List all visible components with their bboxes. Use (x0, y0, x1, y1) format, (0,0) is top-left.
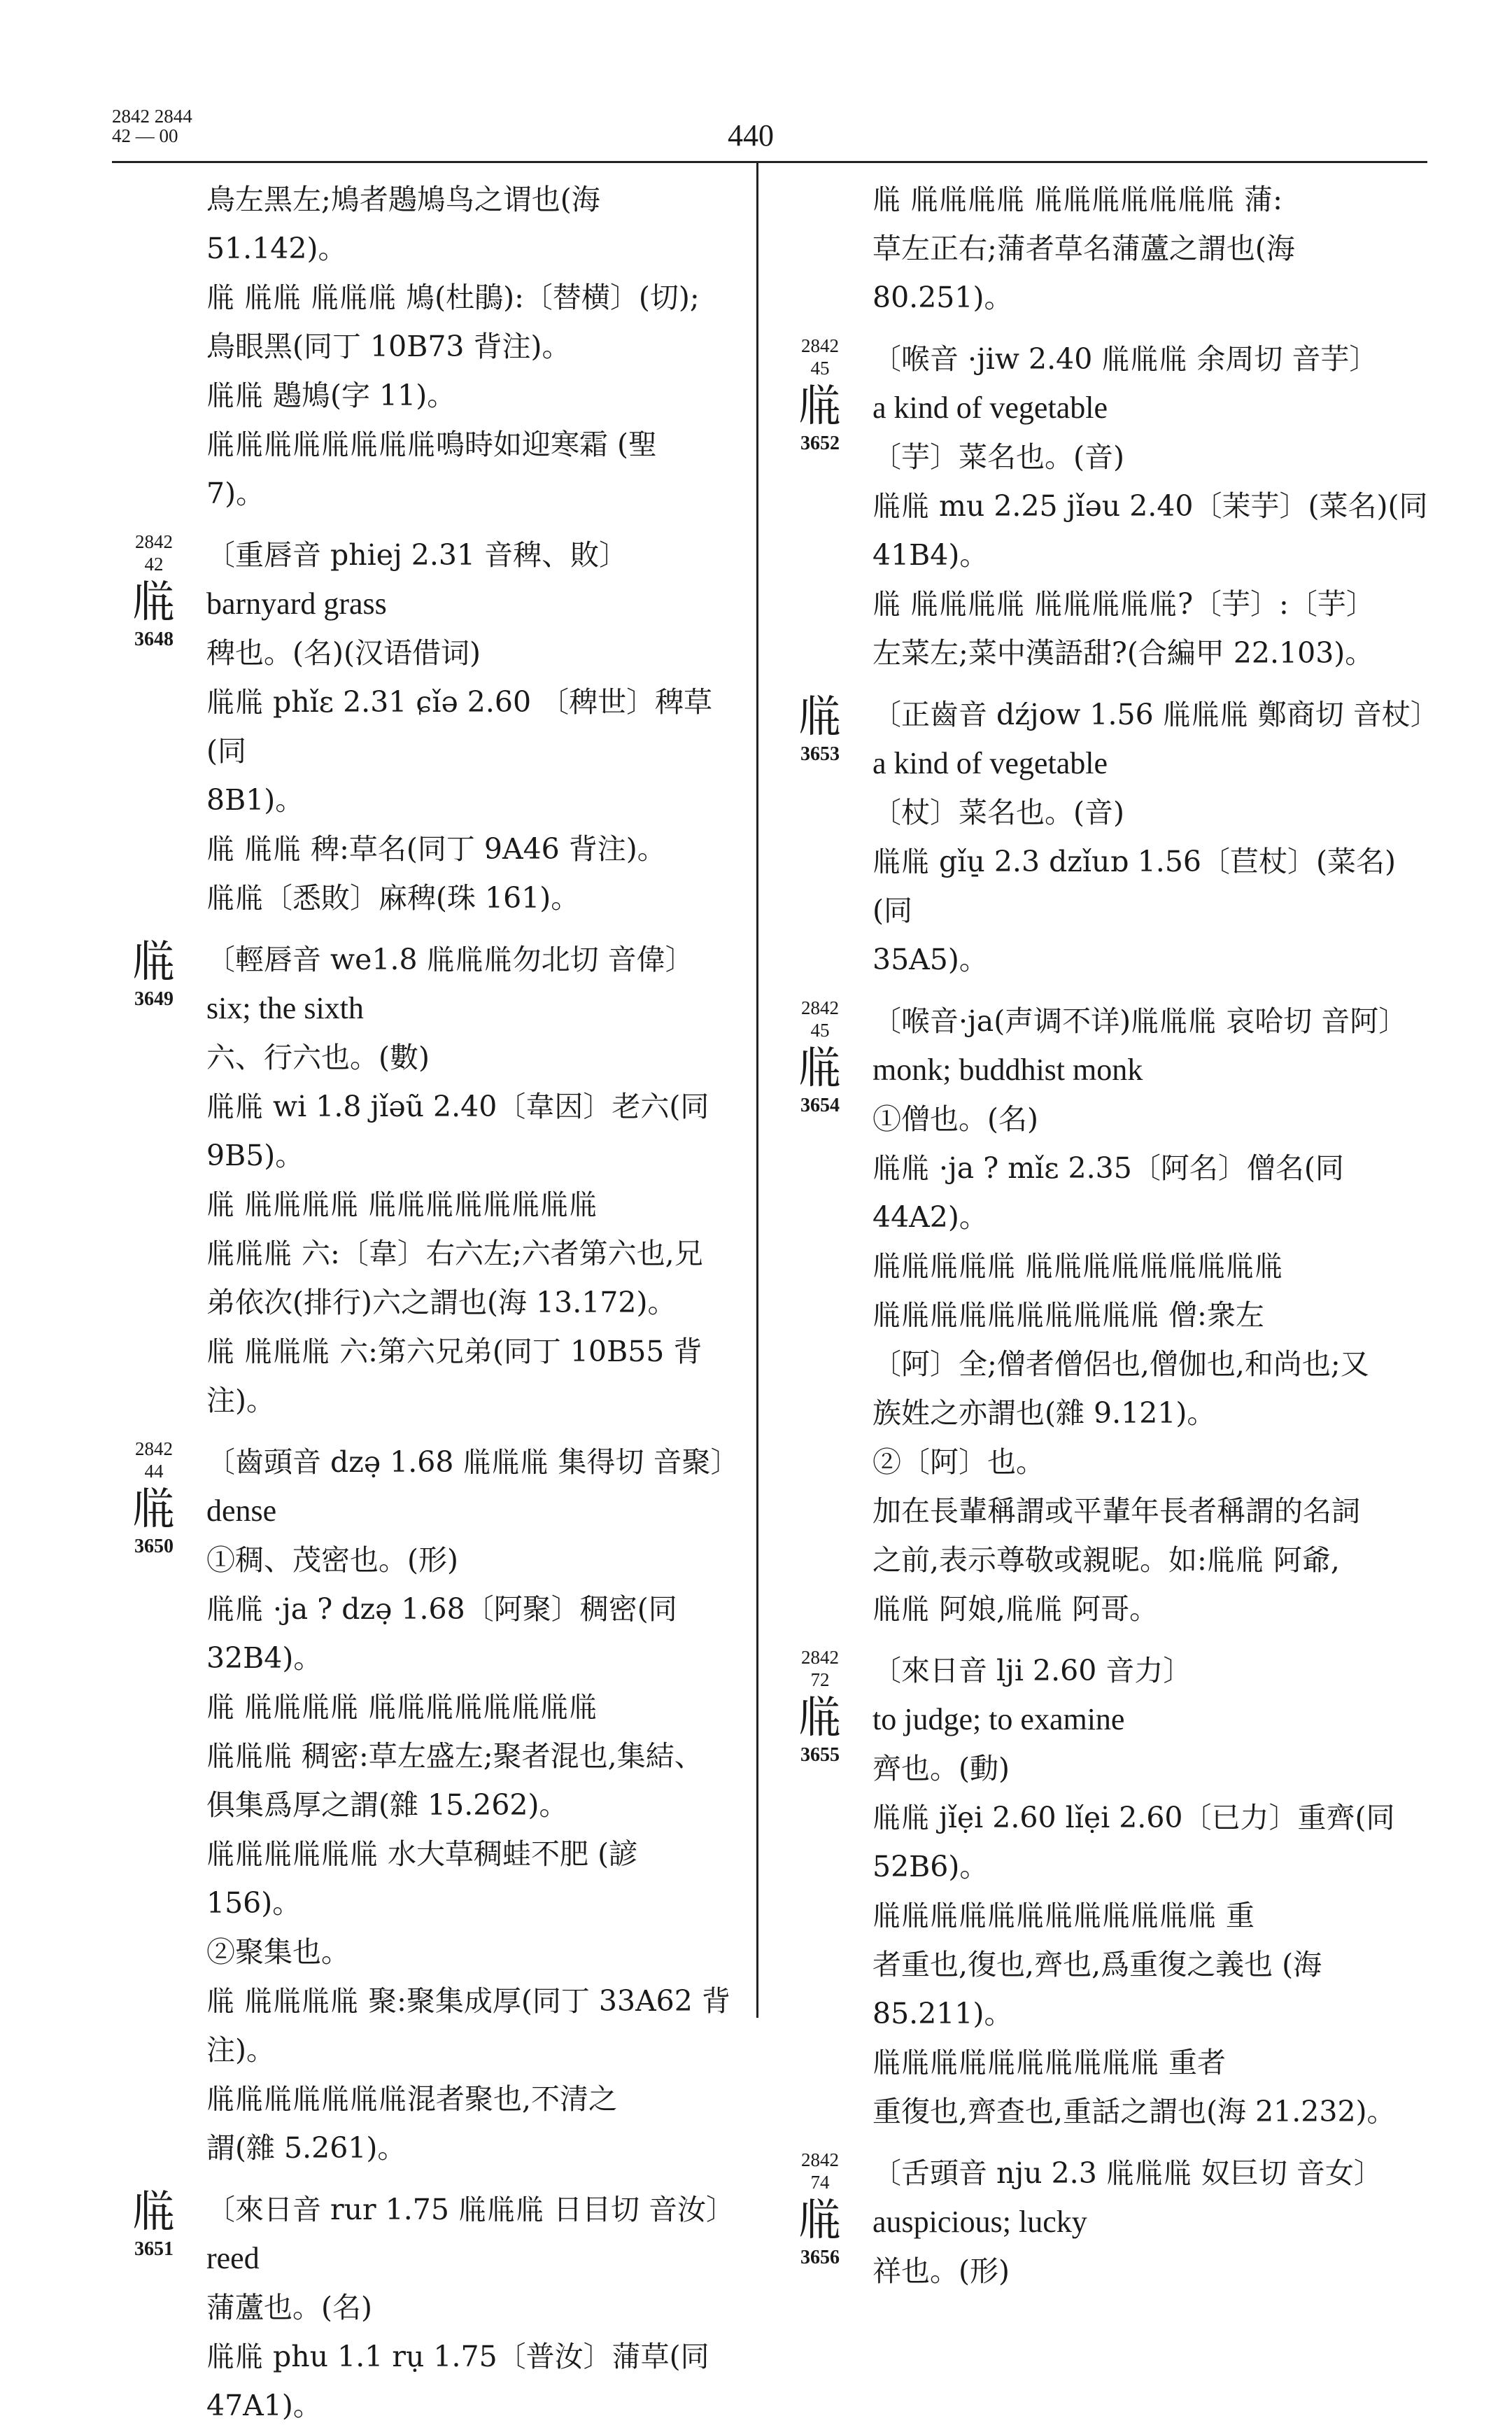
entry-line: 〔喉音 ·jiw 2.40 𗄼𗄼𗄼 余周切 音芋〕 (872, 342, 1378, 376)
entry-number: 3648 (134, 628, 174, 650)
entry-line: 𗄼 𗄼𗄼𗄼𗄼 聚:聚集成厚(同丁 33A62 背 (206, 1984, 730, 2018)
entry-line: 𗄼𗄼〔悉敗〕麻稗(珠 161)。 (206, 881, 580, 915)
entry-line: ②聚集也。 (206, 1935, 350, 1969)
entry-number: 3652 (800, 433, 840, 454)
entry-line: 〔芋〕菜名也。(音) (872, 440, 1124, 474)
entry-margin (778, 690, 862, 766)
entry-code-line: 2842 (801, 335, 839, 356)
entry-line: 注)。 (206, 2033, 275, 2067)
entry-line: 𗄼 𗄼𗄼𗄼𗄼 𗄼𗄼𗄼𗄼𗄼𗄼𗄼𗄼 (206, 1690, 598, 1724)
entry-number: 3654 (800, 1095, 840, 1116)
lead-line: 𗄼 𗄼𗄼𗄼𗄼 𗄼𗄼𗄼𗄼𗄼𗄼𗄼 蒲: (872, 183, 1283, 216)
entry-line: 𗄼𗄼𗄼𗄼𗄼𗄼𗄼混者聚也,不清之 (206, 2082, 618, 2116)
entry-margin (778, 2149, 862, 2269)
entry-line: 重復也,齊查也,重話之謂也(海 21.232)。 (872, 2095, 1396, 2128)
english-gloss: to judge; to examine (872, 1702, 1125, 1736)
entry-line: 弟依次(排行)六之謂也(海 13.172)。 (206, 1286, 677, 1319)
entry-line: 𗄼𗄼 mu 2.25 jǐəu 2.40〔茉芋〕(菜名)(同 (872, 489, 1428, 523)
entry-code-line: 2842 (135, 531, 173, 552)
entry-codes (778, 335, 862, 379)
entry-line: 者重也,復也,齊也,爲重復之義也 (海 (872, 1948, 1322, 1981)
lead-line: 鳥左黑左;鳩者鶗鳩鸟之谓也(海 51.142)。 (206, 183, 600, 265)
english-gloss: dense (206, 1494, 277, 1528)
entry-line: 𗄼𗄼𗄼𗄼𗄼𗄼𗄼𗄼𗄼𗄼 重者 (872, 2046, 1227, 2079)
entry-line: 齊也。(動) (872, 1752, 1010, 1785)
entry-code-line: 2842 (801, 997, 839, 1018)
entry-line: 𗄼 𗄼𗄼𗄼 六:第六兄弟(同丁 10B55 背注)。 (206, 1335, 702, 1417)
entry-number: 3656 (800, 2247, 840, 2268)
column-divider (756, 163, 758, 2018)
entry-line: 蒲蘆也。(名) (206, 2291, 372, 2324)
entry-code-line: 72 (810, 1669, 830, 1690)
entry-line: 〔喉音·ja(声调不详)𗄼𗄼𗄼 哀哈切 音阿〕 (872, 1004, 1408, 1038)
entry-line: 𗄼𗄼𗄼𗄼𗄼𗄼 水大草稠蛙不肥 (諺 (206, 1837, 638, 1871)
entry-line: 〔來日音 lji 2.60 音力〕 (872, 1654, 1192, 1687)
headword-glyph: 𗄼 (798, 691, 842, 743)
entry-line: 41B4)。 (872, 538, 989, 572)
entry-code-line: 2842 (135, 1438, 173, 1459)
entry-line: 〔杖〕菜名也。(音) (872, 796, 1124, 829)
english-gloss: six; the sixth (206, 991, 364, 1025)
entry-number: 3655 (800, 1744, 840, 1766)
entry-code-line: 2842 (801, 2149, 839, 2170)
entry-gap (112, 1425, 745, 1438)
entry-line: 𗄼𗄼 phu 1.1 rụ 1.75〔普汝〕蒲草(同 47A1)。 (206, 2340, 709, 2422)
entry-line: ②〔阿〕也。 (872, 1445, 1045, 1479)
english-gloss: a kind of vegetable (872, 391, 1108, 425)
lead-line: 𗄼𗄼 鶗鳩(字 11)。 (206, 379, 456, 412)
dictionary-entry (778, 1646, 1429, 2136)
entry-line: 𗄼𗄼 ·ja ? dzə̣ 1.68〔阿聚〕稠密(同 32B4)。 (206, 1592, 677, 1675)
dictionary-entry (778, 335, 1429, 677)
entry-gap (112, 518, 745, 531)
entry-codes (778, 1646, 862, 1691)
header-codes-top: 2842 2844 (112, 106, 192, 127)
entry-margin (778, 1646, 862, 1767)
headword-glyph: 𗄼 (132, 2186, 176, 2238)
header-rule (112, 161, 1427, 163)
entry-line: 𗄼 𗄼𗄼𗄼𗄼 𗄼𗄼𗄼𗄼𗄼?〔芋〕:〔芋〕 (872, 587, 1375, 621)
entry-line: 〔齒頭音 dzə̣ 1.68 𗄼𗄼𗄼 集得切 音聚〕 (206, 1445, 740, 1479)
dictionary-entry (778, 690, 1439, 984)
entry-margin (778, 335, 862, 455)
entry-line: 𗄼𗄼𗄼 六:〔韋〕右六左;六者第六也,兄 (206, 1237, 703, 1270)
dictionary-entry (112, 531, 745, 922)
lead-line: 𗄼 𗄼𗄼 𗄼𗄼𗄼 鳩(杜鵑):〔替横〕(切); (206, 281, 700, 314)
lead-line: 7)。 (206, 477, 265, 510)
entry-number: 3650 (134, 1536, 174, 1557)
right-column (778, 175, 1439, 2296)
entry-line: 稗也。(名)(汉语借词) (206, 636, 481, 670)
entry-line: 𗄼𗄼 gǐu̠ 2.3 dzǐuɒ 1.56〔苣杖〕(菜名)(同 (872, 845, 1396, 927)
headword-glyph: 𗄼 (132, 576, 176, 628)
entry-line: ①僧也。(名) (872, 1102, 1038, 1136)
entry-codes (112, 531, 196, 575)
header-codes (112, 106, 192, 146)
entry-code-line: 74 (810, 2172, 830, 2193)
entry-line: 85.211)。 (872, 1997, 1013, 2030)
entry-line: 𗄼𗄼𗄼𗄼𗄼𗄼𗄼𗄼𗄼𗄼 僧:衆左 (872, 1298, 1264, 1332)
entry-line: 之前,表示尊敬或親昵。如:𗄼𗄼 阿爺, (872, 1543, 1340, 1577)
headword-glyph: 𗄼 (132, 936, 176, 988)
entry-codes (778, 2149, 862, 2193)
entry-line: 〔重唇音 phiej 2.31 音稗、敗〕 (206, 538, 628, 572)
page-number: 440 (728, 118, 774, 153)
entry-line: 左菜左;菜中漢語甜?(合編甲 22.103)。 (872, 636, 1374, 670)
english-gloss: a kind of vegetable (872, 746, 1108, 780)
entry-line: 𗄼𗄼 jǐẹi 2.60 lǐẹi 2.60〔已力〕重齊(同 52B6)。 (872, 1801, 1395, 1883)
headword-glyph: 𗄼 (132, 1483, 176, 1535)
entry-line: 〔阿〕全;僧者僧侶也,僧伽也,和尚也;又 (872, 1347, 1369, 1381)
entry-line: 祥也。(形) (872, 2254, 1010, 2288)
english-gloss: reed (206, 2241, 260, 2275)
entry-line: 謂(雜 5.261)。 (206, 2131, 407, 2165)
entry-line: 𗄼𗄼 wi 1.8 jǐəũ 2.40〔韋因〕老六(同 9B5)。 (206, 1090, 709, 1172)
entry-gap (778, 677, 1429, 690)
entry-gap (778, 1634, 1429, 1646)
entry-code-line: 45 (810, 358, 830, 379)
entry-margin (112, 2185, 196, 2261)
entry-gap (112, 922, 745, 935)
lead-line: 鳥眼黑(同丁 10B73 背注)。 (206, 330, 571, 363)
entry-line: 35A5)。 (872, 943, 988, 976)
entry-line: ①稠、茂密也。(形) (206, 1543, 458, 1577)
entry-line: 〔舌頭音 nju 2.3 𗄼𗄼𗄼 奴巨切 音女〕 (872, 2156, 1383, 2190)
entry-gap (112, 2172, 745, 2185)
headword-glyph: 𗄼 (798, 1042, 842, 1094)
entry-gap (778, 2136, 1429, 2149)
entry-code-line: 45 (810, 1020, 830, 1041)
headword-glyph: 𗄼 (798, 380, 842, 432)
entry-code-line: 44 (144, 1461, 164, 1482)
entry-line: 六、行六也。(數) (206, 1041, 430, 1074)
entry-margin (778, 997, 862, 1117)
entry-line: 𗄼𗄼𗄼𗄼𗄼𗄼𗄼𗄼𗄼𗄼𗄼𗄼 重 (872, 1899, 1255, 1932)
entry-margin (112, 1438, 196, 1558)
english-gloss: barnyard grass (206, 587, 387, 621)
entry-codes (112, 1438, 196, 1482)
dictionary-entry (112, 935, 745, 1425)
headword-glyph: 𗄼 (798, 1692, 842, 1743)
english-gloss: monk; buddhist monk (872, 1053, 1143, 1087)
lead-line: 草左正右;蒲者草名蒲蘆之謂也(海 80.251)。 (872, 232, 1295, 314)
entry-gap (778, 322, 1429, 335)
entry-number: 3651 (134, 2238, 174, 2260)
dictionary-entry (112, 2185, 745, 2430)
entry-gap (778, 984, 1429, 997)
entry-code-line: 42 (144, 554, 164, 575)
entry-line: 156)。 (206, 1886, 302, 1920)
entry-number: 3653 (800, 743, 840, 765)
entry-margin (112, 531, 196, 651)
dictionary-entry (112, 1438, 745, 2172)
entry-line: 〔正齒音 dźjow 1.56 𗄼𗄼𗄼 鄭商切 音杖〕 (872, 698, 1439, 731)
entry-line: 俱集爲厚之謂(雜 15.262)。 (206, 1788, 568, 1822)
entry-code-line: 2842 (801, 1647, 839, 1668)
entry-line: 𗄼𗄼𗄼𗄼𗄼 𗄼𗄼𗄼𗄼𗄼𗄼𗄼𗄼𗄼 (872, 1249, 1284, 1283)
entry-margin (112, 935, 196, 1011)
dictionary-entry (778, 997, 1429, 1634)
left-column (112, 175, 745, 2430)
header-codes-bottom: 42 — 00 (112, 125, 178, 146)
entry-line: 加在長輩稱謂或平輩年長者稱謂的名詞 (872, 1494, 1360, 1528)
headword-glyph: 𗄼 (798, 2194, 842, 2246)
entry-line: 〔輕唇音 we1.8 𗄼𗄼𗄼勿北切 音偉〕 (206, 943, 694, 976)
entry-line: 𗄼 𗄼𗄼 稗:草名(同丁 9A46 背注)。 (206, 832, 666, 866)
entry-line: 族姓之亦謂也(雜 9.121)。 (872, 1396, 1216, 1430)
lead-line: 𗄼𗄼𗄼𗄼𗄼𗄼𗄼𗄼鳴時如迎寒霜 (聖 (206, 428, 658, 461)
entry-line: 𗄼𗄼 阿娘,𗄼𗄼 阿哥。 (872, 1592, 1159, 1626)
entry-line: 𗄼𗄼 phǐɛ 2.31 ɕǐə 2.60 〔稗世〕稗草(同 (206, 685, 713, 768)
english-gloss: auspicious; lucky (872, 2205, 1087, 2239)
entry-codes (778, 997, 862, 1041)
entry-line: 〔來日音 rur 1.75 𗄼𗄼𗄼 日目切 音汝〕 (206, 2193, 735, 2226)
entry-line: 8B1)。 (206, 783, 304, 817)
entry-number: 3649 (134, 988, 174, 1010)
entry-line: 𗄼𗄼𗄼 稠密:草左盛左;聚者混也,集結、 (206, 1739, 703, 1773)
entry-line: 𗄼 𗄼𗄼𗄼𗄼 𗄼𗄼𗄼𗄼𗄼𗄼𗄼𗄼 (206, 1188, 598, 1221)
entry-line: 𗄼𗄼 ·ja ? mǐɛ 2.35〔阿名〕僧名(同 44A2)。 (872, 1151, 1344, 1234)
dictionary-entry (778, 2149, 1429, 2296)
